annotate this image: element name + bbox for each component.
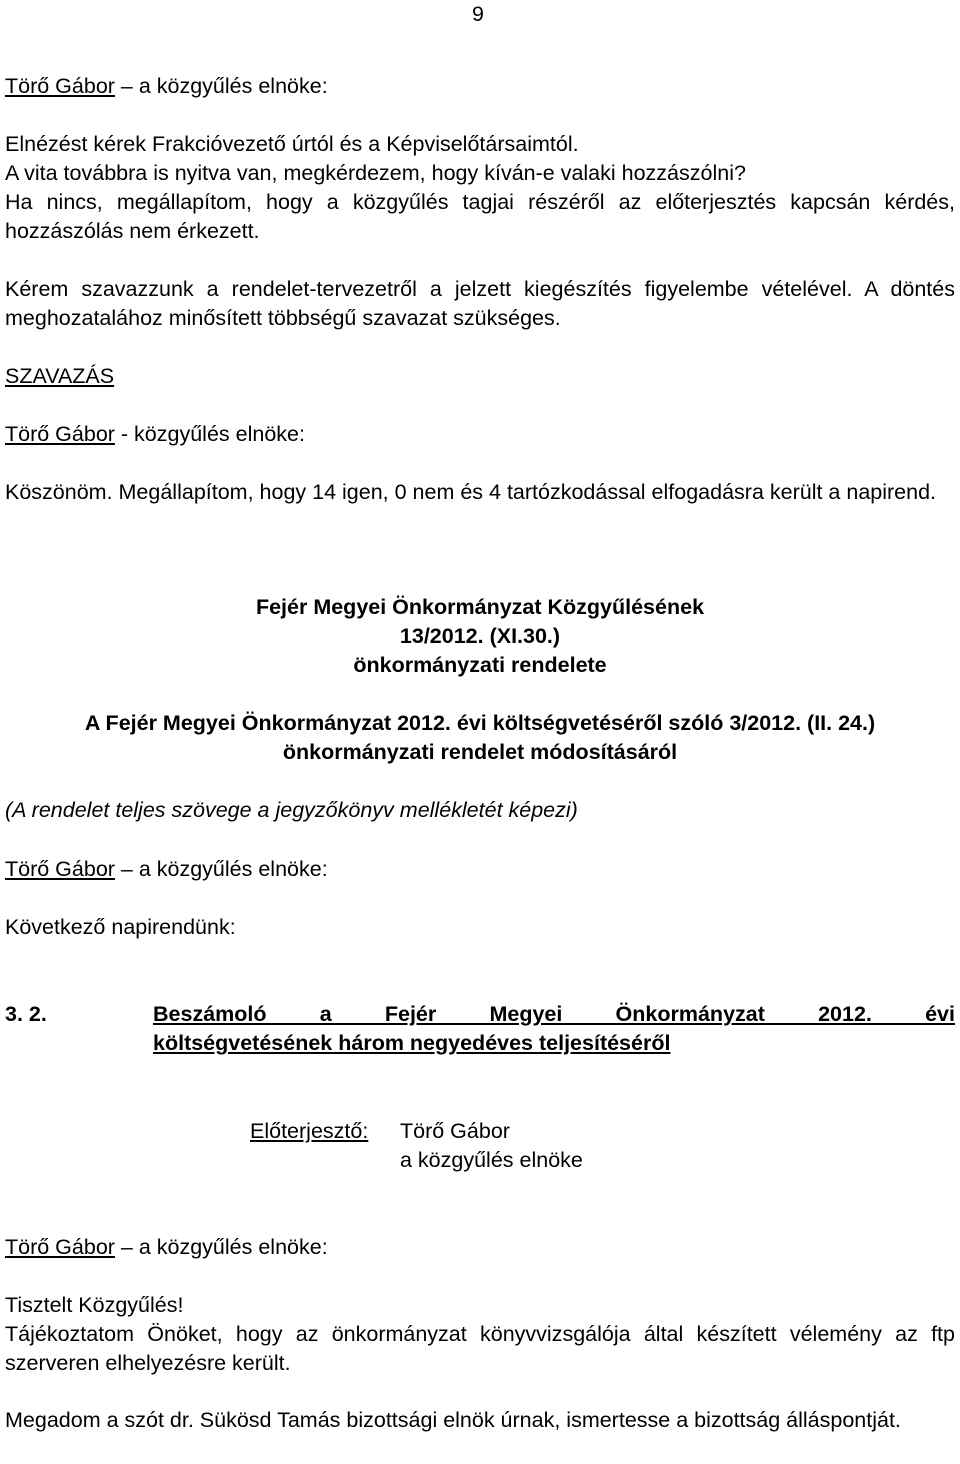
speaker-name: Törő Gábor	[5, 74, 115, 98]
sentence: Tájékoztatom Önöket, hogy az önkormányzat könyvvizsgálója által készített vélemény az ftp szerveren elhelyezésre került.	[5, 1322, 955, 1375]
speaker-name: Törő Gábor	[5, 1235, 115, 1259]
speaker-role: – a közgyűlés elnöke:	[114, 857, 328, 881]
decree-number: 13/2012. (XI.30.)	[399, 624, 561, 648]
sentence: Elnézést kérek Frakcióvezető úrtól és a Képviselőtársaimtól.	[5, 132, 579, 156]
speaker-role: – a közgyűlés elnöke:	[114, 1235, 328, 1259]
agenda-title: Beszámoló a Fejér Megyei Önkormányzat 2012. évi	[153, 1002, 955, 1026]
greeting: Tisztelt Közgyűlés!	[5, 1293, 184, 1317]
decree-type: önkormányzati rendelete	[353, 653, 607, 677]
decree-subject-cont: önkormányzati rendelet módosításáról	[282, 740, 678, 764]
speaker-role: - közgyűlés elnöke:	[114, 422, 305, 446]
speaker-heading	[5, 855, 955, 884]
speaker-role: – a közgyűlés elnöke:	[114, 74, 328, 98]
speaker-name: Törő Gábor	[5, 857, 115, 881]
paragraph: Megadom a szót dr. Sükösd Tamás bizottsági elnök úrnak, ismertesse a bizottság álláspontját.	[5, 1408, 901, 1432]
agenda-number: 3. 2.	[5, 1002, 47, 1026]
vote-label: SZAVAZÁS	[5, 364, 115, 388]
decree-title: Fejér Megyei Önkormányzat Közgyűlésének	[255, 595, 705, 619]
page-number: 9	[472, 2, 484, 26]
decree-subject: A Fejér Megyei Önkormányzat 2012. évi költségvetéséről szóló 3/2012. (II. 24.)	[84, 711, 876, 735]
presenter-label: Előterjesztő:	[250, 1119, 369, 1143]
next-item-label: Következő napirendünk:	[5, 915, 236, 939]
sentence: Ha nincs, megállapítom, hogy a közgyűlés tagjai részéről az előterjesztés kapcsán kérdés, hozzászólás nem érkezett.	[5, 190, 955, 243]
speaker-heading	[5, 72, 955, 101]
speaker-name: Törő Gábor	[5, 422, 115, 446]
agenda-title-cont: költségvetésének három negyedéves teljesítéséről	[153, 1031, 671, 1055]
paragraph	[5, 130, 955, 246]
presenter-title: a közgyűlés elnöke	[400, 1148, 583, 1172]
paragraph	[5, 1291, 955, 1378]
sentence: A vita továbbra is nyitva van, megkérdezem, hogy kíván-e valaki hozzászólni?	[5, 161, 746, 185]
speaker-heading	[5, 1233, 955, 1262]
speaker-heading	[5, 420, 955, 449]
paragraph: Köszönöm. Megállapítom, hogy 14 igen, 0 nem és 4 tartózkodással elfogadásra került a napirend.	[5, 480, 937, 504]
decree-note: (A rendelet teljes szövege a jegyzőkönyv mellékletét képezi)	[5, 798, 578, 822]
presenter-name: Törő Gábor	[400, 1119, 510, 1143]
paragraph: Kérem szavazzunk a rendelet-tervezetről a jelzett kiegészítés figyelembe vételével. A döntés meghozatalához minősített többségű szavazat szükséges.	[5, 277, 955, 330]
